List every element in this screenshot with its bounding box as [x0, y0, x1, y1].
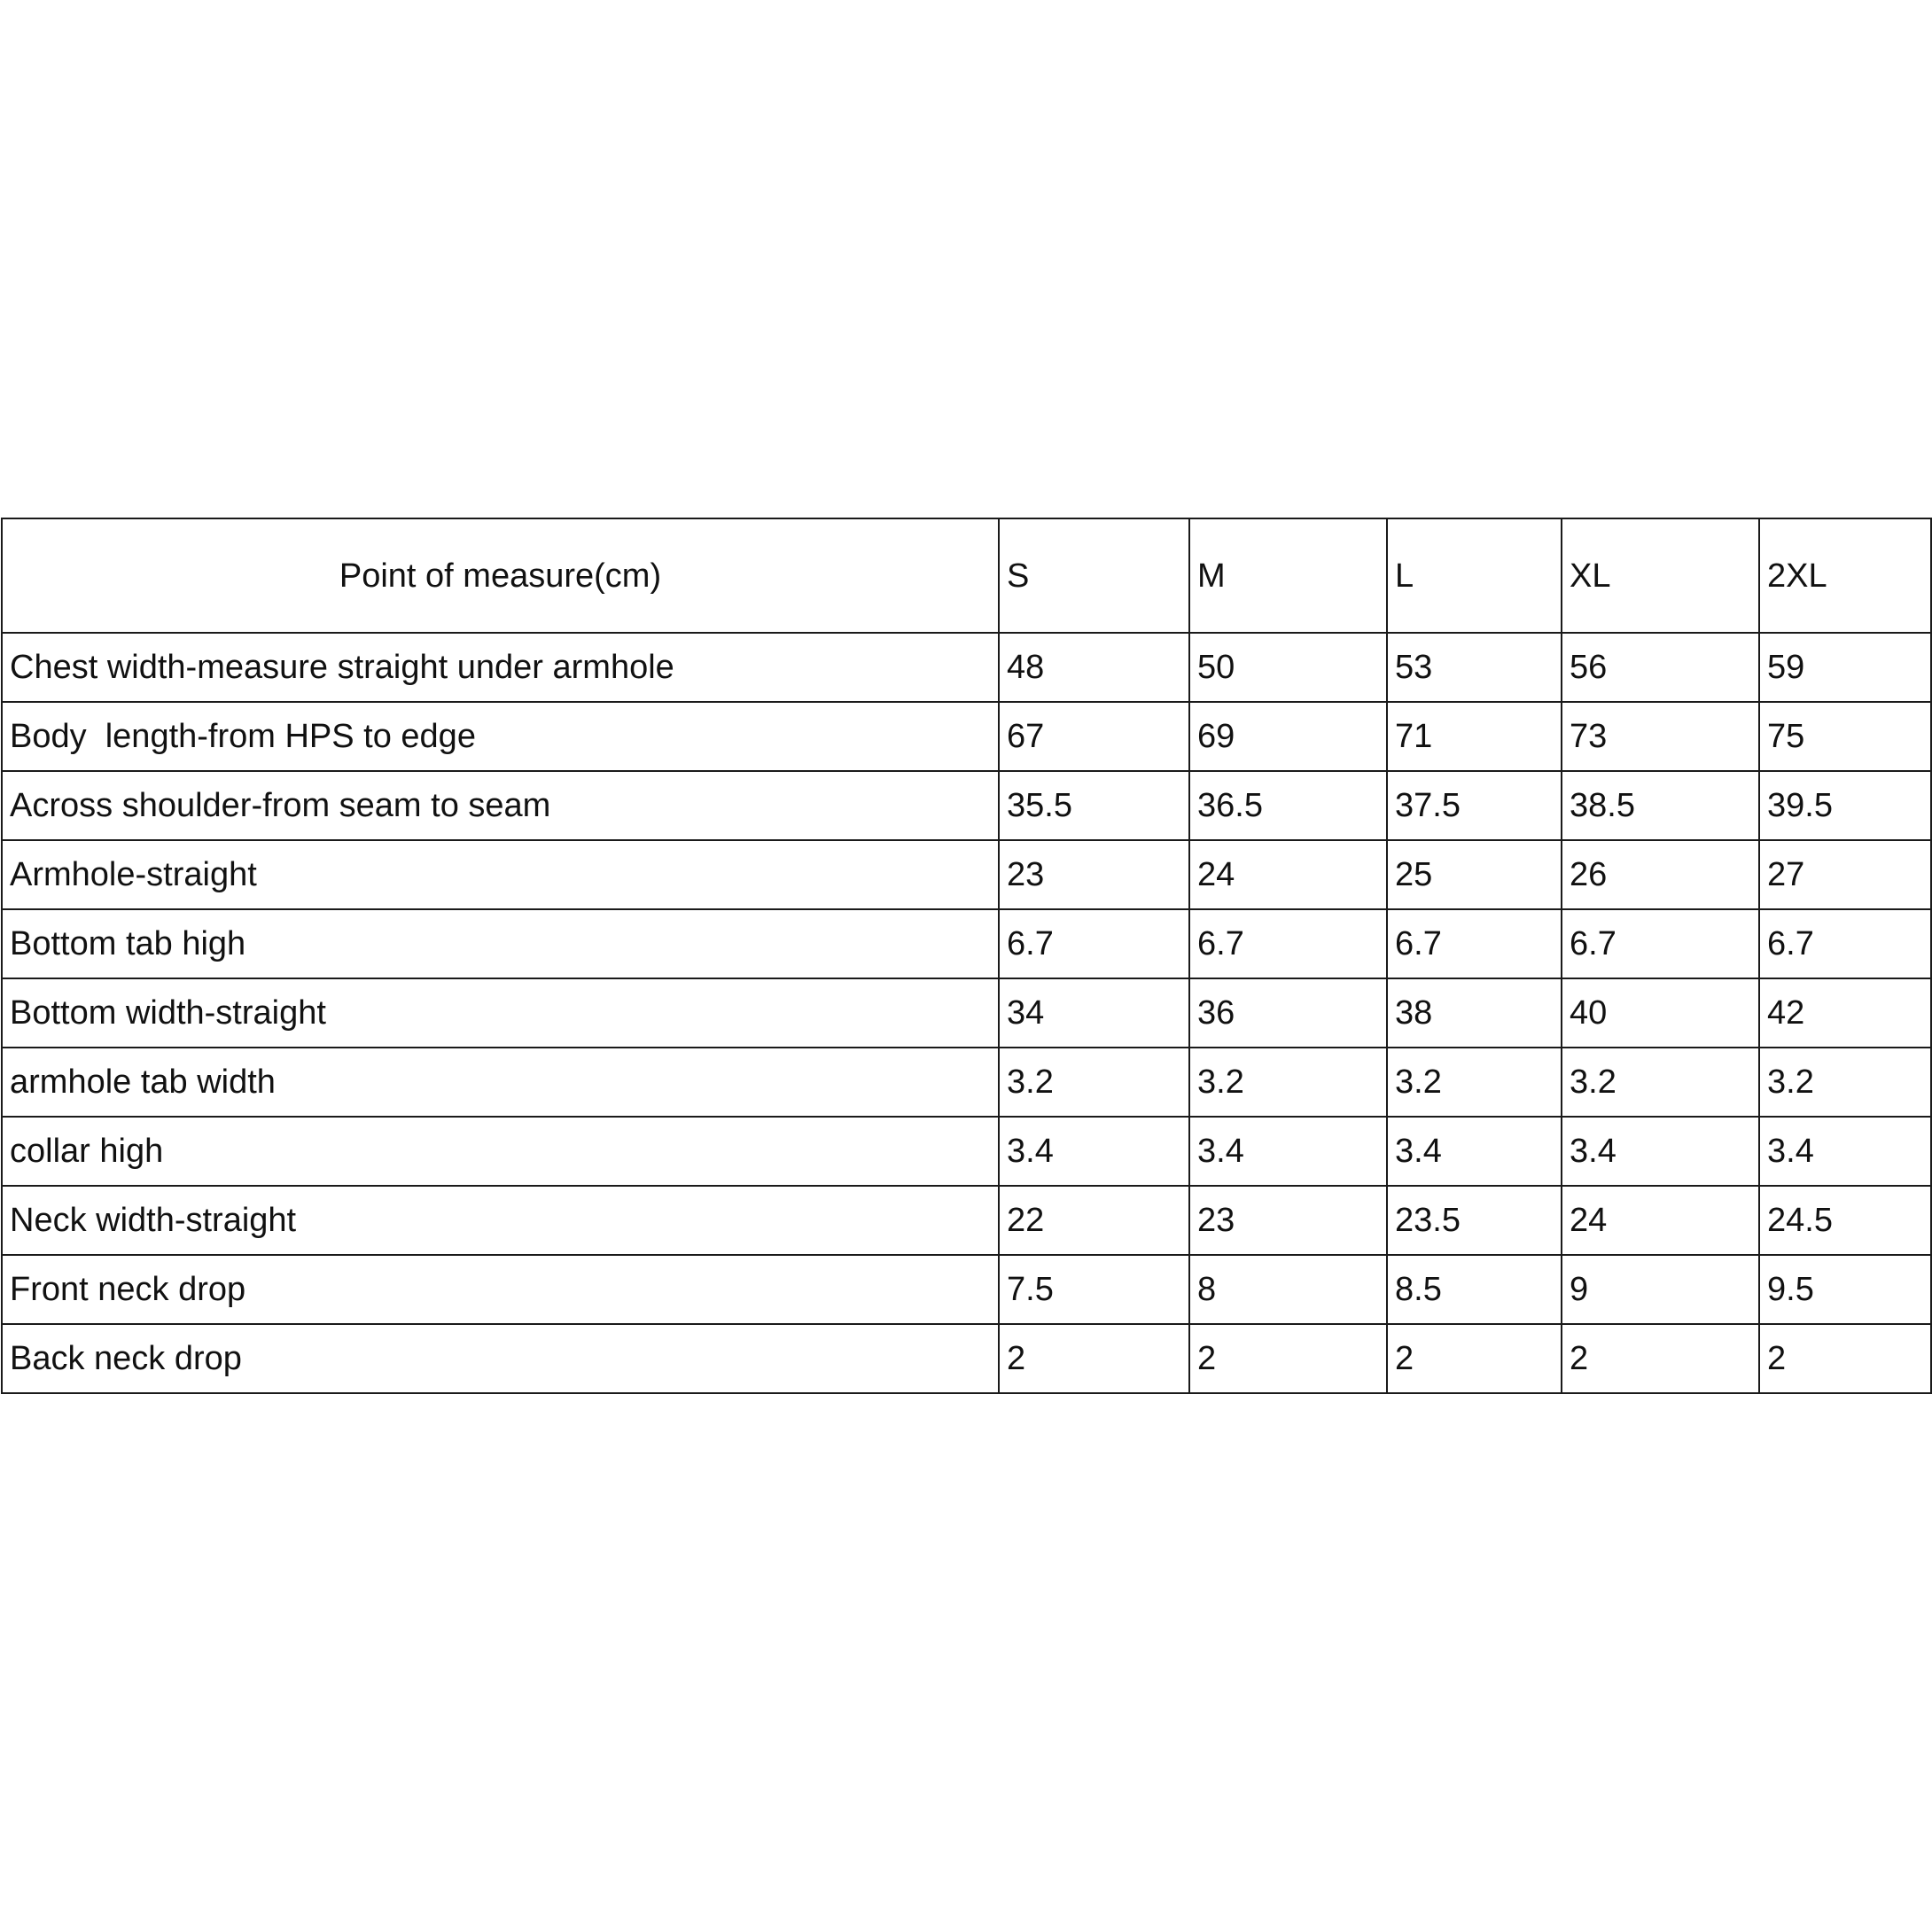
row-label: collar high	[2, 1117, 999, 1186]
cell-value: 6.7	[1387, 909, 1562, 978]
cell-value: 24.5	[1759, 1186, 1931, 1255]
cell-value: 2	[999, 1324, 1189, 1393]
table-row-chest-width	[2, 633, 1931, 702]
table-row-neck-width	[2, 1186, 1931, 1255]
table-row-back-neck-drop	[2, 1324, 1931, 1393]
header-size-xl: XL	[1562, 518, 1759, 633]
cell-value: 6.7	[1562, 909, 1759, 978]
cell-value: 38	[1387, 978, 1562, 1048]
cell-value: 8.5	[1387, 1255, 1562, 1324]
cell-value: 53	[1387, 633, 1562, 702]
cell-value: 39.5	[1759, 771, 1931, 840]
cell-value: 3.2	[1759, 1048, 1931, 1117]
cell-value: 59	[1759, 633, 1931, 702]
cell-value: 8	[1189, 1255, 1387, 1324]
cell-value: 22	[999, 1186, 1189, 1255]
cell-value: 9.5	[1759, 1255, 1931, 1324]
cell-value: 3.4	[1562, 1117, 1759, 1186]
cell-value: 3.4	[1759, 1117, 1931, 1186]
cell-value: 26	[1562, 840, 1759, 909]
cell-value: 36.5	[1189, 771, 1387, 840]
cell-value: 23	[1189, 1186, 1387, 1255]
cell-value: 69	[1189, 702, 1387, 771]
cell-value: 3.4	[999, 1117, 1189, 1186]
table-row-across-shoulder	[2, 771, 1931, 840]
table-row-bottom-width	[2, 978, 1931, 1048]
row-label: Bottom tab high	[2, 909, 999, 978]
table-row-body-length	[2, 702, 1931, 771]
table-header-row	[2, 518, 1931, 633]
cell-value: 71	[1387, 702, 1562, 771]
cell-value: 35.5	[999, 771, 1189, 840]
cell-value: 3.2	[1562, 1048, 1759, 1117]
row-label: Body length-from HPS to edge	[2, 702, 999, 771]
cell-value: 3.2	[1189, 1048, 1387, 1117]
cell-value: 50	[1189, 633, 1387, 702]
cell-value: 23	[999, 840, 1189, 909]
cell-value: 2	[1387, 1324, 1562, 1393]
cell-value: 48	[999, 633, 1189, 702]
cell-value: 40	[1562, 978, 1759, 1048]
cell-value: 56	[1562, 633, 1759, 702]
table-row-front-neck-drop	[2, 1255, 1931, 1324]
header-size-l: L	[1387, 518, 1562, 633]
cell-value: 38.5	[1562, 771, 1759, 840]
table-row-collar-high	[2, 1117, 1931, 1186]
size-chart	[0, 518, 1932, 1394]
row-label: Neck width-straight	[2, 1186, 999, 1255]
row-label: Back neck drop	[2, 1324, 999, 1393]
cell-value: 73	[1562, 702, 1759, 771]
cell-value: 6.7	[999, 909, 1189, 978]
cell-value: 2	[1189, 1324, 1387, 1393]
cell-value: 9	[1562, 1255, 1759, 1324]
size-table	[1, 518, 1932, 1394]
row-label: Chest width-measure straight under armhole	[2, 633, 999, 702]
cell-value: 75	[1759, 702, 1931, 771]
header-point-of-measure: Point of measure(cm)	[2, 518, 999, 633]
cell-value: 3.4	[1189, 1117, 1387, 1186]
cell-value: 34	[999, 978, 1189, 1048]
row-label: armhole tab width	[2, 1048, 999, 1117]
cell-value: 27	[1759, 840, 1931, 909]
table-row-bottom-tab-high	[2, 909, 1931, 978]
cell-value: 42	[1759, 978, 1931, 1048]
cell-value: 25	[1387, 840, 1562, 909]
cell-value: 24	[1562, 1186, 1759, 1255]
header-size-m: M	[1189, 518, 1387, 633]
cell-value: 36	[1189, 978, 1387, 1048]
header-size-s: S	[999, 518, 1189, 633]
cell-value: 2	[1562, 1324, 1759, 1393]
cell-value: 67	[999, 702, 1189, 771]
cell-value: 7.5	[999, 1255, 1189, 1324]
cell-value: 3.2	[1387, 1048, 1562, 1117]
cell-value: 6.7	[1189, 909, 1387, 978]
table-row-armhole-tab-width	[2, 1048, 1931, 1117]
cell-value: 2	[1759, 1324, 1931, 1393]
row-label: Bottom width-straight	[2, 978, 999, 1048]
cell-value: 6.7	[1759, 909, 1931, 978]
cell-value: 23.5	[1387, 1186, 1562, 1255]
row-label: Front neck drop	[2, 1255, 999, 1324]
row-label: Across shoulder-from seam to seam	[2, 771, 999, 840]
cell-value: 24	[1189, 840, 1387, 909]
table-row-armhole	[2, 840, 1931, 909]
cell-value: 3.2	[999, 1048, 1189, 1117]
cell-value: 37.5	[1387, 771, 1562, 840]
row-label: Armhole-straight	[2, 840, 999, 909]
header-size-2xl: 2XL	[1759, 518, 1931, 633]
cell-value: 3.4	[1387, 1117, 1562, 1186]
